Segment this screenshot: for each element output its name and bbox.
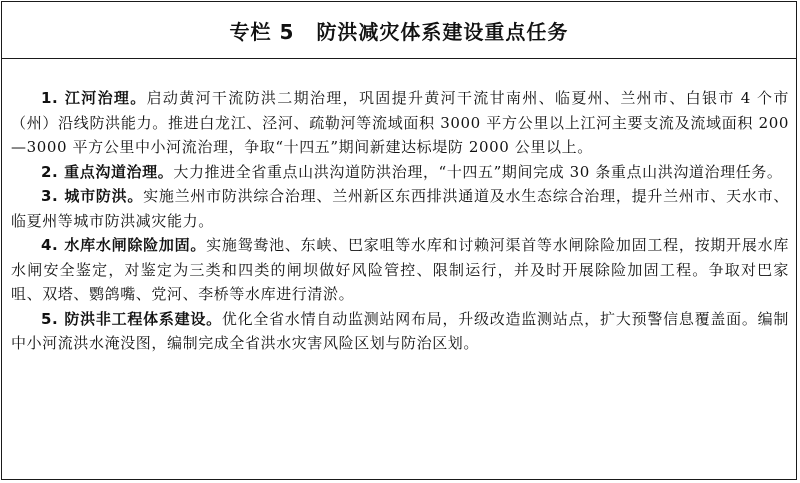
box-title-bar	[2, 2, 796, 59]
task-text: 启动黄河干流防洪二期治理，巩固提升黄河干流甘南州、临夏州、兰州市、白银市 4 个市（州）沿线防洪能力。推进白龙江、泾河、疏勒河等流域面积 3000 平方公里以上江河主要支流及流域面积 200—3000 平方公里中小河流治理，争取“十四五”期间新建达标堤防 2000 公里以上。	[11, 89, 789, 156]
task-text: 优化全省水情自动监测站网布局，升级改造监测站点，扩大预警信息覆盖面。编制中小河流洪水淹没图，编制完成全省洪水灾害风险区划与防治区划。	[11, 309, 789, 352]
task-heading: 3. 城市防洪。	[41, 187, 144, 205]
task-item-gully-governance	[11, 160, 789, 185]
box-body	[11, 86, 789, 356]
task-item-reservoir-reinforcement	[11, 233, 789, 307]
box-title: 防洪减灾体系建设重点任务	[316, 19, 569, 44]
task-heading: 2. 重点沟道治理。	[41, 162, 174, 181]
task-item-river-governance	[11, 86, 789, 160]
task-text: 实施鸳鸯池、东峡、巴家咀等水库和讨赖河渠首等水闸除险加固工程，按期开展水库水闸安全鉴定，对鉴定为三类和四类的闸坝做好风险管控、限制运行，并及时开展除险加固工程。争取对巴家咀、双塔、鹦鸽嘴、党河、李桥等水库进行清淤。	[11, 236, 789, 303]
box-label: 专栏 5	[229, 19, 295, 44]
task-heading: 4. 水库水闸除险加固。	[41, 236, 207, 254]
task-text: 实施兰州市防洪综合治理、兰州新区东西排洪通道及水生态综合治理，提升兰州市、天水市、临夏州等城市防洪减灾能力。	[11, 187, 789, 230]
task-text: 大力推进全省重点山洪沟道防洪治理，“十四五”期间完成 30 条重点山洪沟道治理任务。	[173, 162, 783, 181]
column-box	[1, 1, 797, 480]
task-item-non-engineering-system	[11, 307, 789, 356]
task-heading: 5. 防洪非工程体系建设。	[41, 309, 222, 328]
task-item-urban-flood-control	[11, 184, 789, 233]
task-heading: 1. 江河治理。	[41, 89, 147, 107]
